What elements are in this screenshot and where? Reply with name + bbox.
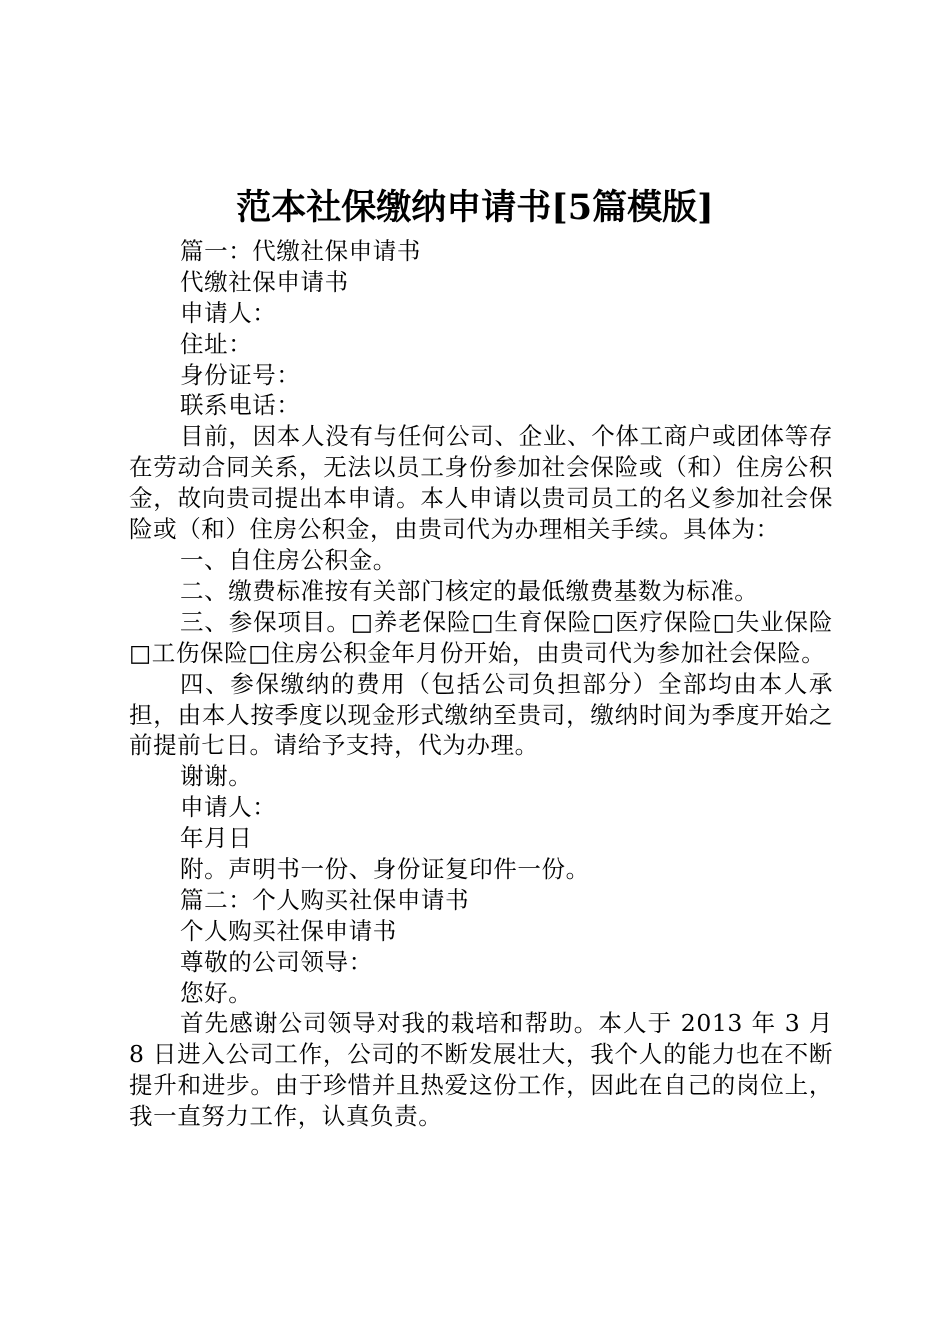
list-item-4: 四、参保缴纳的费用（包括公司负担部分）全部均由本人承担，由本人按季度以现金形式缴纳至贵司，缴纳时间为季度开始之前提前七日。请给予支持，代为办理。 bbox=[129, 669, 833, 760]
address-label: 住址： bbox=[180, 329, 253, 358]
greeting: 您好。 bbox=[180, 978, 253, 1007]
attachment-note: 附。声明书一份、身份证复印件一份。 bbox=[180, 854, 590, 883]
document-title: 范本社保缴纳申请书[5篇模版] bbox=[236, 187, 714, 228]
paragraph-intro: 目前，因本人没有与任何公司、企业、个体工商户或团体等存在劳动合同关系，无法以员工身份参加社会保险或（和）住房公积金，故向贵司提出本申请。本人申请以贵司员工的名义参加社会保险或（和）住房公积金，由贵司代为办理相关手续。具体为： bbox=[129, 422, 833, 544]
thanks-line: 谢谢。 bbox=[180, 762, 253, 791]
phone-label: 联系电话： bbox=[180, 391, 301, 420]
section-heading-2: 篇二：个人购买社保申请书 bbox=[180, 885, 470, 914]
applicant-label: 申请人： bbox=[180, 298, 277, 327]
form-title-2: 个人购买社保申请书 bbox=[180, 916, 397, 945]
id-number-label: 身份证号： bbox=[180, 360, 301, 389]
form-title: 代缴社保申请书 bbox=[180, 267, 349, 296]
paragraph-letter: 首先感谢公司领导对我的栽培和帮助。本人于 2013 年 3 月 8 日进入公司工作，公司的不断发展壮大，我个人的能力也在不断提升和进步。由于珍惜并且热爱这份工作，因此在自己的岗位上，我一直努力工作，认真负责。 bbox=[129, 1009, 833, 1131]
section-heading-1: 篇一：代缴社保申请书 bbox=[180, 237, 421, 265]
list-item-3: 三、参保项目。□养老保险□生育保险□医疗保险□失业保险□工伤保险□住房公积金年月份开始，由贵司代为参加社会保险。 bbox=[129, 607, 833, 667]
salutation: 尊敬的公司领导： bbox=[180, 947, 373, 976]
document-body bbox=[129, 236, 833, 1132]
list-item-2: 二、缴费标准按有关部门核定的最低缴费基数为标准。 bbox=[180, 576, 759, 605]
date-label: 年月日 bbox=[180, 824, 253, 853]
list-item-1: 一、自住房公积金。 bbox=[180, 545, 397, 574]
signature-label: 申请人： bbox=[180, 793, 277, 822]
